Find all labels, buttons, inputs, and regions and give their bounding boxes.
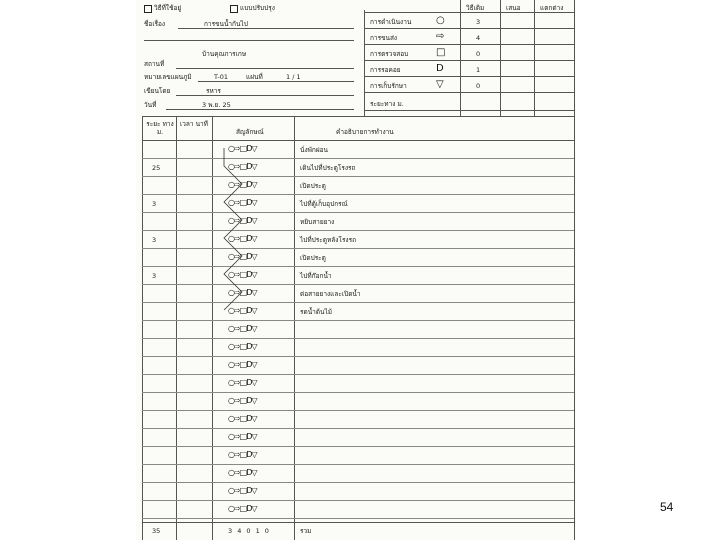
row-symbol-set: ○⇨□D▽ xyxy=(228,198,257,207)
row-symbol-set: ○⇨□D▽ xyxy=(228,414,257,423)
sheet-label: แผ่นที่ xyxy=(246,73,263,81)
process-flow-line xyxy=(212,140,294,340)
row-symbol-set: ○⇨□D▽ xyxy=(228,180,257,189)
row-symbol-set: ○⇨□D▽ xyxy=(228,378,257,387)
row-symbol-set: ○⇨□D▽ xyxy=(228,162,257,171)
row-distance: 3 xyxy=(152,236,157,244)
summary-value-operation: 3 xyxy=(476,18,481,26)
row-distance: 3 xyxy=(152,272,157,280)
summary-border-3 xyxy=(534,0,535,116)
chart-no-label: หมายเลขแผนภูมิ xyxy=(144,73,192,81)
row-description: เปิดประตู xyxy=(300,254,326,262)
summary-row-line-3 xyxy=(364,60,574,61)
subject-value: การขนน้ำกันไป xyxy=(204,20,248,28)
table-row-border xyxy=(142,500,574,501)
table-top-border xyxy=(142,116,574,117)
table-row-border xyxy=(142,212,574,213)
summary-value-storage: 0 xyxy=(476,82,481,90)
recorder-underline xyxy=(176,95,354,96)
blank-line xyxy=(144,40,354,41)
row-symbol-set: ○⇨□D▽ xyxy=(228,396,257,405)
summary-row-line-2 xyxy=(364,44,574,45)
checkbox-current-method xyxy=(144,5,152,13)
recorder-value: รหาร xyxy=(206,87,221,95)
summary-row-line-4 xyxy=(364,76,574,77)
table-row-border xyxy=(142,194,574,195)
row-symbol-set: ○⇨□D▽ xyxy=(228,504,257,513)
total-label: รวม xyxy=(300,527,312,535)
row-symbol-set: ○⇨□D▽ xyxy=(228,486,257,495)
recorder-label: เขียนโดย xyxy=(144,87,171,95)
row-symbol-set: ○⇨□D▽ xyxy=(228,468,257,477)
table-row-border xyxy=(142,284,574,285)
date-label: วันที่ xyxy=(144,101,157,109)
summary-border-left xyxy=(364,10,365,116)
table-row-border xyxy=(142,338,574,339)
row-description: เปิดประตู xyxy=(300,182,326,190)
summary-label-operation: การดำเนินงาน xyxy=(370,18,412,26)
summary-value-inspection: 0 xyxy=(476,50,481,58)
summary-value-transport: 4 xyxy=(476,34,481,42)
table-row-border xyxy=(142,392,574,393)
summary-row-line-0 xyxy=(364,12,574,13)
scanned-form xyxy=(136,0,576,540)
col-header-description: คำอธิบายการทำงาน xyxy=(336,128,394,136)
table-row-border xyxy=(142,410,574,411)
option-current-method: วิธีที่ใช้อยู่ xyxy=(154,4,182,12)
row-symbol-set: ○⇨□D▽ xyxy=(228,144,257,153)
summary-row-line-6 xyxy=(364,110,574,111)
delay-d-icon: D xyxy=(436,63,444,74)
table-row-border xyxy=(142,302,574,303)
row-symbol-set: ○⇨□D▽ xyxy=(228,216,257,225)
place-value: บ้านคุณการเกษ xyxy=(202,50,247,58)
row-symbol-set: ○⇨□D▽ xyxy=(228,450,257,459)
row-symbol-set: ○⇨□D▽ xyxy=(228,252,257,261)
table-row-border xyxy=(142,518,574,519)
table-row-border xyxy=(142,248,574,249)
table-row-border xyxy=(142,158,574,159)
col-header-time: เวลา นาที xyxy=(180,120,208,128)
summary-label-storage: การเก็บรักษา xyxy=(370,82,407,90)
col-header-symbols: สัญลักษณ์ xyxy=(236,128,264,136)
total-row-border xyxy=(142,522,574,523)
date-value: 3 พ.ย. 25 xyxy=(202,101,231,109)
checkbox-improved-method xyxy=(230,5,238,13)
summary-border-right xyxy=(574,0,575,116)
row-symbol-set: ○⇨□D▽ xyxy=(228,360,257,369)
date-underline xyxy=(166,109,354,110)
summary-value-delay: 1 xyxy=(476,66,481,74)
summary-col-new: เสนอ xyxy=(506,4,521,12)
table-border-symbols xyxy=(294,116,295,540)
table-row-border xyxy=(142,356,574,357)
table-row-border xyxy=(142,266,574,267)
row-description: ไปที่ตู้เก็บอุปกรณ์ xyxy=(300,200,348,208)
inspection-square-icon: □ xyxy=(436,47,446,58)
row-symbol-set: ○⇨□D▽ xyxy=(228,432,257,441)
row-description: ไปที่ประตูหลังโรงรถ xyxy=(300,236,357,244)
place-label: สถานที่ xyxy=(144,60,165,68)
table-row-border xyxy=(142,176,574,177)
table-row-border xyxy=(142,374,574,375)
row-description: นั่งพักผ่อน xyxy=(300,146,328,154)
place-underline xyxy=(176,68,354,69)
row-symbol-set: ○⇨□D▽ xyxy=(228,270,257,279)
row-symbol-set: ○⇨□D▽ xyxy=(228,324,257,333)
row-distance: 25 xyxy=(152,164,161,172)
summary-col-diff: แตกต่าง xyxy=(540,4,564,12)
col-header-distance: ระยะ ทาง ม. xyxy=(146,120,174,136)
table-row-border xyxy=(142,230,574,231)
table-row-border xyxy=(142,320,574,321)
row-description: เดินไปที่ประตูโรงรถ xyxy=(300,164,356,172)
table-row-border xyxy=(142,446,574,447)
summary-label-distance: ระยะทาง ม. xyxy=(370,100,404,108)
summary-label-delay: การรอคอย xyxy=(370,66,401,74)
total-distance: 35 xyxy=(152,527,161,535)
row-symbol-set: ○⇨□D▽ xyxy=(228,288,257,297)
total-symbol-counts: 3 4 0 1 0 xyxy=(228,527,269,535)
table-row-border xyxy=(142,482,574,483)
row-description: ต่อสายยางและเปิดน้ำ xyxy=(300,290,361,298)
table-header-border xyxy=(142,140,574,141)
sheet-value: 1 / 1 xyxy=(286,73,301,81)
operation-circle-icon: ○ xyxy=(436,15,445,26)
table-border-dist xyxy=(176,116,177,540)
storage-triangle-icon: ▽ xyxy=(436,79,444,90)
chart-no-value: T-01 xyxy=(214,73,228,81)
table-row-border xyxy=(142,464,574,465)
row-symbol-set: ○⇨□D▽ xyxy=(228,234,257,243)
row-distance: 3 xyxy=(152,200,157,208)
chart-no-underline xyxy=(198,81,354,82)
row-description: รดน้ำต้นไม้ xyxy=(300,308,333,316)
row-symbol-set: ○⇨□D▽ xyxy=(228,342,257,351)
summary-label-transport: การขนส่ง xyxy=(370,34,398,42)
transport-arrow-icon: ⇨ xyxy=(436,31,445,42)
table-border-left xyxy=(142,116,143,540)
option-improved-method: แบบปรับปรุง xyxy=(240,4,275,12)
subject-label: ชื่อเรื่อง xyxy=(144,20,166,28)
table-row-border xyxy=(142,428,574,429)
row-description: หยิบสายยาง xyxy=(300,218,335,226)
table-border-right xyxy=(574,116,575,540)
subject-underline xyxy=(178,28,354,29)
summary-col-method: วิธีเดิม xyxy=(466,4,485,12)
summary-border-1 xyxy=(460,0,461,116)
page-number: 54 xyxy=(660,500,674,514)
summary-row-line-5 xyxy=(364,92,574,93)
summary-border-2 xyxy=(500,0,501,116)
summary-row-line-1 xyxy=(364,28,574,29)
summary-label-inspection: การตรวจสอบ xyxy=(370,50,409,58)
row-symbol-set: ○⇨□D▽ xyxy=(228,306,257,315)
row-description: ไปที่ก๊อกน้ำ xyxy=(300,272,332,280)
